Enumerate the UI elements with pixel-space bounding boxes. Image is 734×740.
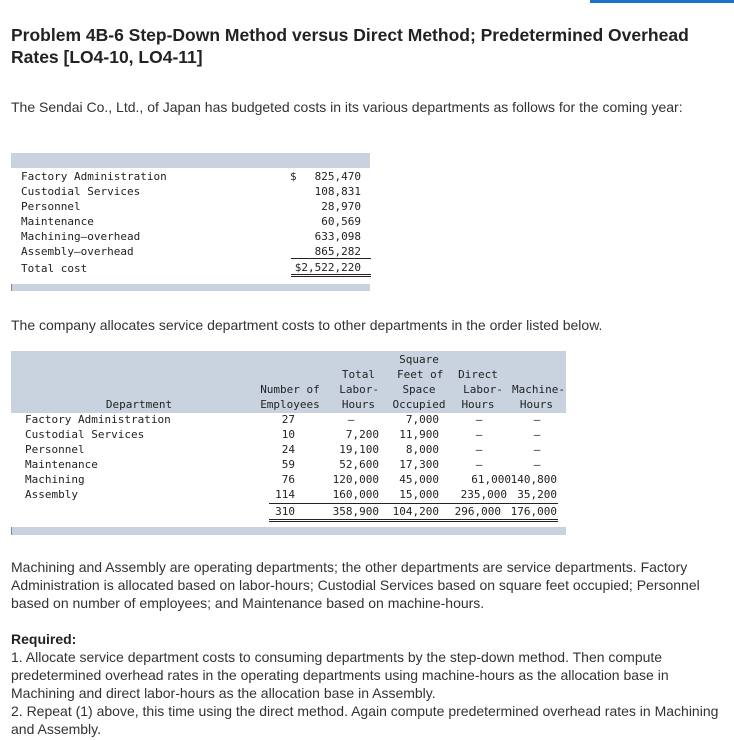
budget-row-value: 825,470 (314, 170, 361, 183)
table-cell-direct-labor: 235,000 (460, 488, 507, 501)
allocation-order-text: The company allocates service department costs to other departments in the order listed below. (11, 317, 603, 333)
header-direct-labor: Hours (461, 398, 495, 411)
table-cell-employees: 27 (281, 413, 295, 426)
total-direct-labor: 296,000 (454, 505, 501, 518)
table-row-dept: Factory Administration (25, 413, 171, 426)
table-cell-employees: 76 (281, 473, 295, 486)
table-cell-labor-hours: 19,100 (339, 443, 379, 456)
table-cell-square-feet: 45,000 (399, 473, 439, 486)
header-employees: Employees (260, 398, 320, 411)
table-row-dept: Custodial Services (25, 428, 145, 441)
total-labor-hours: 358,900 (332, 505, 379, 518)
total-double-underline (291, 276, 371, 277)
total-square-feet: 104,200 (392, 505, 439, 518)
table-row-dept: Machining (25, 473, 85, 486)
subtotal-underline (291, 258, 371, 259)
budget-table-footer-band (11, 284, 370, 291)
total-double-rule (269, 519, 558, 520)
required-heading: Required: (11, 631, 77, 647)
budget-row-value: 28,970 (321, 200, 361, 213)
table-cell-labor-hours: 120,000 (332, 473, 379, 486)
header-labor-hours: Total (341, 368, 375, 381)
table-cell-square-feet: 15,000 (399, 488, 439, 501)
table-cell-employees: 59 (281, 458, 295, 471)
table-cell-labor-hours: 160,000 (332, 488, 379, 501)
budget-row-label: Factory Administration (21, 170, 167, 183)
header-direct-labor: Direct (458, 368, 498, 381)
table-row-dept: Maintenance (25, 458, 98, 471)
table-cell-machine-hours: – (533, 458, 541, 471)
header-square-feet: Space (402, 383, 436, 396)
header-machine-hours: Hours (519, 398, 553, 411)
budget-row-label: Machining—overhead (21, 230, 141, 243)
table-cell-employees: 10 (281, 428, 295, 441)
table-cell-employees: 114 (275, 488, 295, 501)
table-cell-machine-hours: – (533, 443, 541, 456)
total-machine-hours: 176,000 (510, 505, 557, 518)
table-cell-direct-labor: – (475, 428, 483, 441)
table-cell-square-feet: 17,300 (399, 458, 439, 471)
table-cell-machine-hours: 35,200 (517, 488, 557, 501)
table-cell-direct-labor: – (475, 443, 483, 456)
problem-title: Problem 4B-6 Step-Down Method versus Direct Method; Predetermined Overhead Rates [LO4-10, LO4-11] (11, 25, 689, 67)
budget-table (11, 153, 370, 291)
total-employees: 310 (275, 505, 295, 518)
table-cell-machine-hours: 140,800 (510, 473, 557, 486)
table-cell-direct-labor: 61,000 (471, 473, 511, 486)
table-edge (11, 527, 12, 535)
header-employees: Number of (260, 383, 320, 396)
header-square-feet: Square (399, 353, 439, 366)
budget-row-value: 633,098 (314, 230, 361, 243)
table-cell-square-feet: 11,900 (399, 428, 439, 441)
table-edge (11, 284, 12, 291)
table-cell-machine-hours: – (533, 413, 541, 426)
budget-row-label: Custodial Services (21, 185, 141, 198)
table-cell-labor-hours: 52,600 (339, 458, 379, 471)
header-labor-hours: Labor- (339, 383, 379, 396)
budget-row-value: 865,282 (314, 245, 361, 258)
intro-text: The Sendai Co., Ltd., of Japan has budgeted costs in its various departments as follows for the coming year: (11, 99, 683, 115)
explanation-text: Machining and Assembly are operating departments; the other departments are service departments. Factory Administration is allocated based on labor-hours; Custodial Services based on square feet occupied; Personnel based on number of employees; and Maintenance based on machine-hours. (11, 559, 700, 611)
table-cell-square-feet: 8,000 (405, 443, 439, 456)
required-item-2: 2. Repeat (1) above, this time using the direct method. Again compute predetermined overhead rates in Machining and Assembly. (11, 703, 719, 737)
table-cell-direct-labor: – (475, 413, 483, 426)
budget-row-value: 60,569 (321, 215, 361, 228)
budget-row-label: Assembly—overhead (21, 245, 134, 258)
budget-row-label: Maintenance (21, 215, 94, 228)
header-direct-labor: Labor- (463, 383, 503, 396)
total-double-rule (269, 521, 558, 522)
department-table (11, 351, 566, 535)
table-cell-machine-hours: – (533, 428, 541, 441)
table-row-dept: Assembly (25, 488, 78, 501)
table-cell-labor-hours: 7,200 (345, 428, 379, 441)
budget-row-value: 108,831 (314, 185, 361, 198)
top-accent-bar (590, 0, 734, 3)
table-row-dept: Personnel (25, 443, 85, 456)
header-square-feet: Occupied (392, 398, 446, 411)
table-cell-direct-labor: – (475, 458, 483, 471)
budget-table-header-band (11, 153, 370, 168)
header-department: Department (105, 398, 173, 411)
table-cell-square-feet: 7,000 (405, 413, 439, 426)
budget-total-label: Total cost (21, 262, 88, 275)
budget-row-label: Personnel (21, 200, 81, 213)
table-cell-labor-hours: – (347, 413, 355, 426)
required-item-1: 1. Allocate service department costs to consuming departments by the step-down method. Then compute predetermined overhead rates in the operating departments using machine-hours as the allocation base in Machining and direct labor-hours as the allocation base in Assembly. (11, 649, 669, 701)
budget-total-value: $2,522,220 (294, 261, 361, 274)
department-table-footer-band (11, 527, 566, 535)
total-double-underline (291, 274, 371, 275)
currency-symbol: $ (290, 170, 297, 183)
table-cell-employees: 24 (281, 443, 295, 456)
header-square-feet: Feet of (397, 368, 444, 381)
header-labor-hours: Hours (341, 398, 375, 411)
header-machine-hours: Machine- (512, 383, 565, 396)
